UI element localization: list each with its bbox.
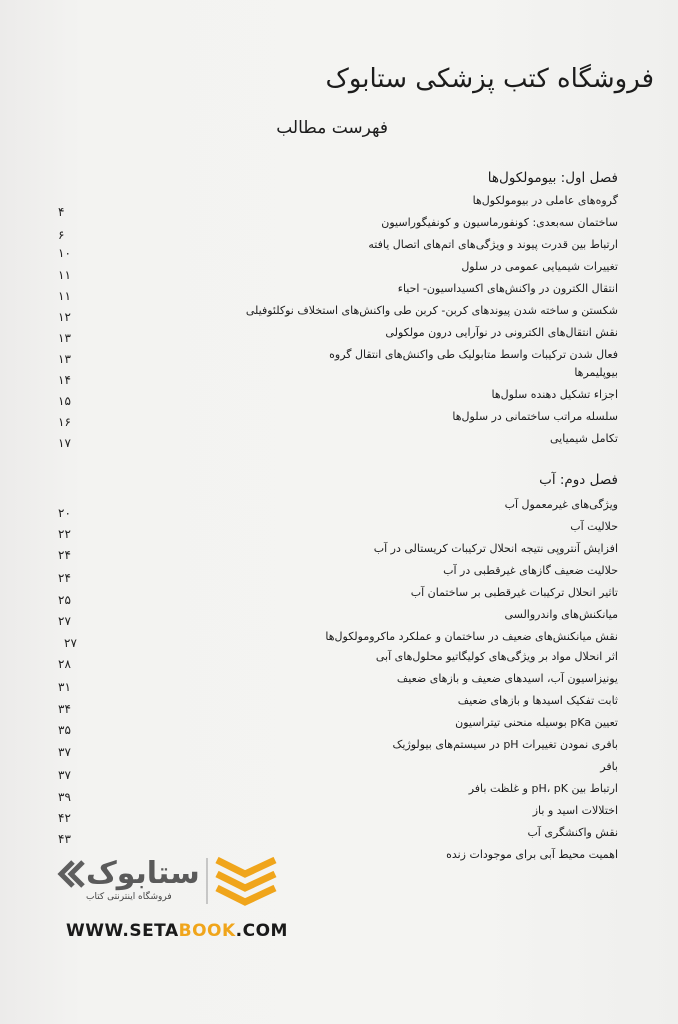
toc-page-number: ۲۴ xyxy=(58,571,71,585)
toc-entry: حلالیت ضعیف گازهای غیرقطبی در آب xyxy=(443,564,618,577)
toc-page-number: ۳۷ xyxy=(58,768,71,782)
toc-entry: اختلالات اسید و باز xyxy=(532,804,618,817)
toc-entry: تاثیر انحلال ترکیبات غیرقطبی بر ساختمان آب xyxy=(410,586,618,599)
toc-entry: نقش میانکنش‌های ضعیف در ساختمان و عملکرد ماکرومولکول‌ها xyxy=(325,630,618,643)
toc-entry: تعیین pKa بوسیله منحنی تیتراسیون xyxy=(455,716,618,729)
website-url-accent: BOOK xyxy=(178,921,236,941)
logo-brand-text: ستابوک xyxy=(86,856,200,891)
chapter-2-title: فصل دوم: آب xyxy=(539,472,618,488)
chapter-1-title: فصل اول: بیومولکول‌ها xyxy=(487,170,618,186)
toc-entry: اهمیت محیط آبی برای موجودات زنده xyxy=(446,848,618,861)
toc-page-number: ۳۵ xyxy=(58,723,71,737)
toc-page-number: ۱۱ xyxy=(58,268,71,282)
toc-page-number: ۶ xyxy=(58,228,65,242)
toc-page-number: ۲۵ xyxy=(58,593,71,607)
toc-entry: تکامل شیمیایی xyxy=(549,432,618,445)
toc-page-number: ۱۶ xyxy=(58,415,71,429)
toc-page-number: ۲۰ xyxy=(58,506,71,520)
toc-page-number: ۱۴ xyxy=(58,373,71,387)
shop-title: فروشگاه کتب پزشکی ستابوک xyxy=(325,64,654,94)
website-url-part: .COM xyxy=(235,921,288,941)
toc-entry: یونیزاسیون آب، اسیدهای ضعیف و بازهای ضعیف xyxy=(396,672,618,685)
toc-entry: ثابت تفکیک اسیدها و بازهای ضعیف xyxy=(457,694,618,707)
toc-page-number: ۳۷ xyxy=(58,745,71,759)
toc-page-number: ۱۱ xyxy=(58,289,71,303)
toc-entry: گروه‌های عاملی در بیومولکول‌ها xyxy=(472,194,618,207)
toc-entry: سلسله مراتب ساختمانی در سلول‌ها xyxy=(452,410,618,423)
toc-page-number: ۴۳ xyxy=(58,832,71,846)
website-url xyxy=(66,921,288,941)
book-chevron-icon xyxy=(217,860,275,902)
toc-page-number: ۲۴ xyxy=(58,548,71,562)
toc-page-number: ۲۷ xyxy=(58,614,71,628)
toc-title: فهرست مطالب xyxy=(276,118,388,138)
toc-entry: نقش انتقال‌های الکترونی در نوآرایی درون مولکولی xyxy=(385,326,618,339)
toc-entry: ارتباط بین قدرت پیوند و ویژگی‌های اتم‌های اتصال یافته xyxy=(368,238,618,251)
logo-tagline: فروشگاه اینترنتی کتاب xyxy=(86,892,172,902)
toc-entry: ارتباط بین pH، pK و غلظت بافر xyxy=(468,782,618,795)
toc-page-number: ۲۲ xyxy=(58,527,71,541)
toc-page-number: ۱۳ xyxy=(58,352,71,366)
toc-page-number: ۱۰ xyxy=(58,246,71,260)
toc-page-number: ۳۱ xyxy=(58,680,71,694)
toc-entry: بافری نمودن تغییرات pH در سیستم‌های بیولوژیک xyxy=(392,738,618,751)
website-url-part: WWW.SETA xyxy=(66,921,179,941)
toc-entry: فعال شدن ترکیبات واسط متابولیک طی واکنش‌های انتقال گروه xyxy=(329,348,618,361)
toc-page-number: ۱۲ xyxy=(58,310,71,324)
toc-entry: ویژگی‌های غیرمعمول آب xyxy=(504,498,618,511)
toc-page-number: ۳۴ xyxy=(58,702,71,716)
toc-entry: تغییرات شیمیایی عمومی در سلول xyxy=(461,260,618,273)
toc-entry: نقش واکنشگری آب xyxy=(527,826,618,839)
toc-page-number: ۴ xyxy=(58,205,65,219)
toc-entry: انتقال الکترون در واکنش‌های اکسیداسیون- احیاء xyxy=(397,282,618,295)
toc-entry: میانکنش‌های واندروالسی xyxy=(504,608,618,621)
toc-entry: شکستن و ساخته شدن پیوندهای کربن- کربن طی واکنش‌های استخلاف نوکلئوفیلی xyxy=(245,304,618,317)
toc-entry: حلالیت آب xyxy=(570,520,618,533)
toc-page-number: ۲۷ xyxy=(64,636,77,650)
toc-page-number: ۱۷ xyxy=(58,436,71,450)
toc-page-number: ۱۵ xyxy=(58,394,71,408)
toc-page-number: ۳۹ xyxy=(58,790,71,804)
toc-entry: افزایش آنتروپی نتیجه انحلال ترکیبات کریستالی در آب xyxy=(373,542,618,555)
toc-page-number: ۱۳ xyxy=(58,331,71,345)
toc-entry: بافر xyxy=(600,760,618,773)
toc-entry: ساختمان سه‌بعدی: کونفورماسیون و کونفیگوراسیون xyxy=(381,216,618,229)
toc-entry: اثر انحلال مواد بر ویژگی‌های کولیگاتیو محلول‌های آبی xyxy=(375,650,618,663)
toc-page-number: ۲۸ xyxy=(58,657,71,671)
toc-entry: بیوپلیمرها xyxy=(574,366,618,379)
toc-page-number: ۴۲ xyxy=(58,811,71,825)
toc-entry: اجزاء تشکیل دهنده سلول‌ها xyxy=(491,388,618,401)
